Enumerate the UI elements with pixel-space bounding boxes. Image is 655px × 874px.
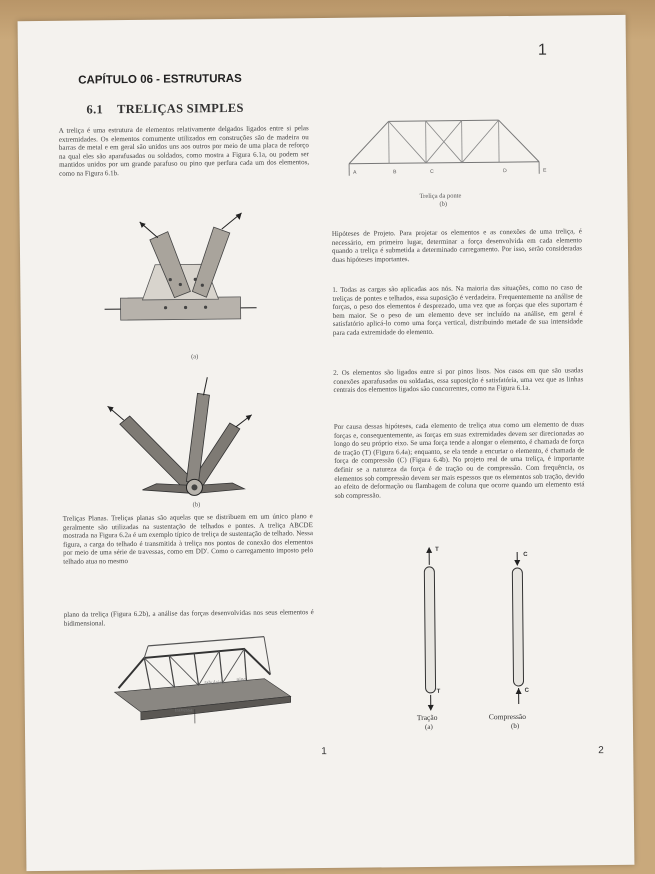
figure-a-label: (a): [191, 353, 199, 361]
compression-letter-bottom: C: [524, 687, 529, 694]
truss-node-E: E: [543, 167, 547, 174]
planar-continuation-paragraph: plano da treliça (Figura 6.2b), a análise das forças desenvolvidas nos seus elementos é bidimensional.: [63, 608, 314, 628]
gusset-plate-drawing: [104, 213, 257, 321]
hypothesis-item-1: 1. Todas as cargas são aplicadas aos nós. Na maioria das situações, como no caso de treliças de pontes e telhados, essa suposição é verdadeira. Frequentemente na análise de forças, o peso dos elementos é desprezado, uma vez que as forças que eles suportam é bem maior. Se o peso de um elemento deve ser incluído na análise, em geral é satisfatório aplicá-lo como uma força vertical, distribuindo metade de sua intensidade para cada extremidade do elemento.: [332, 283, 583, 337]
compression-label: Compressão: [488, 711, 527, 722]
tension-label: Tração: [416, 712, 438, 723]
truss-node-B: B: [393, 169, 397, 176]
handwritten-page-mark: 1: [537, 41, 547, 59]
section-number: 6.1: [86, 102, 104, 117]
page-number-right: 2: [598, 745, 604, 757]
truss-node-A: A: [353, 169, 357, 176]
page-number-left: 1: [321, 746, 327, 758]
figure-b-label: (b): [192, 501, 201, 509]
section-title: TRELIÇAS SIMPLES: [116, 100, 244, 117]
compression-member: [512, 552, 524, 704]
document-page: [18, 15, 635, 871]
compression-sub-label: (b): [510, 721, 520, 731]
truss-caption-sub: (b): [439, 200, 448, 208]
two-force-member-paragraph: Por causa dessas hipóteses, cada elemento de treliça atua como um elemento de duas forças e, consequentemente, as forças em suas extremidades devem ser direcionadas ao longo do seu próprio eixo. Se uma força tende a alongar o elemento, é chamada de força de tração (T) (Figura 6.4a); enquanto, se ela tende a encurtar o elemento, é chamada de força de compressão (C) (Figura 6.4b). No projeto real de uma treliça, é importante definir se a natureza da força é de tração ou de compressão. Com frequência, os elementos sob compressão devem ser mais espessos que os elementos sob tração, devido ao efeito de deformação ou flambagem de coluna que ocorre quando um elemento está sob compressão.: [333, 420, 585, 500]
intro-paragraph: A treliça é uma estrutura de elementos relativamente delgados ligados entre si pelas extremidades. Os elementos comumente utilizados em construções são de madeira ou barras de metal e em geral são unidos uns aos outros por meio de uma placa de reforço na qual eles são aparafusados ou soldados, como mostra a Figura 6.1a, ou podem ser mantidos unidos por um grande parafuso ou pino que perfura cada um dos elementos, como na Figura 6.1b.: [58, 124, 310, 178]
tension-member: [424, 547, 436, 711]
pin-joint-figure: [111, 389, 252, 500]
tension-compression-figure: [403, 546, 535, 707]
truss-node-D: D: [503, 168, 507, 175]
tension-sub-label: (a): [424, 722, 433, 731]
section-heading: [86, 101, 243, 118]
bridge-label-tabuleiro: tabuleiro: [204, 680, 225, 687]
bridge-truss-drawing: [114, 636, 291, 724]
bridge-truss-diagram: [349, 112, 550, 184]
truss-caption: Treliça da ponte: [419, 192, 462, 201]
design-hypotheses-paragraph: Hipóteses de Projeto. Para projetar os elementos e as conexões de uma treliça, é necessário, em primeiro lugar, determinar a força desenvolvida em cada elemento quando a treliça é submetida a determinado carregamento. Por isso, serão consideradas duas hipóteses importantes.: [331, 227, 583, 264]
bridge-label-travessa: travessa: [174, 707, 193, 714]
truss-node-C: C: [430, 168, 434, 175]
gusset-plate-figure: [110, 219, 251, 340]
compression-letter-top: C: [523, 551, 528, 558]
tension-letter-top: T: [435, 546, 439, 553]
planar-trusses-paragraph: Treliças Planas. Treliças planas são aquelas que se distribuem em um único plano e geralmente são utilizadas na sustentação de telhados e pontes. A treliça ABCDE mostrada na Figura 6.2a é um exemplo típico de treliça de sustentação de telhado. Nessa figura, a carga do telhado é transmitida à treliça nos pontos de conexão dos elementos por meio de uma série de travessas, como em DD'. Como o carregamento imposto pelo telhado atua no mesmo: [62, 512, 314, 566]
bridge-label-pino: pino: [236, 676, 247, 683]
hypothesis-item-2: 2. Os elementos são ligados entre si por pinos lisos. Nos casos em que são usadas conexões aparafusadas ou soldadas, essa suposição é satisfatória, uma vez que as linhas centrais dos elementos ligados são concorrentes, como na Figura 6.1a.: [333, 366, 584, 395]
chapter-title: CAPÍTULO 06 - ESTRUTURAS: [78, 72, 242, 87]
truss-lines: [349, 120, 540, 176]
tension-letter-bottom: T: [436, 688, 441, 695]
pin-joint-drawing: [107, 377, 252, 497]
